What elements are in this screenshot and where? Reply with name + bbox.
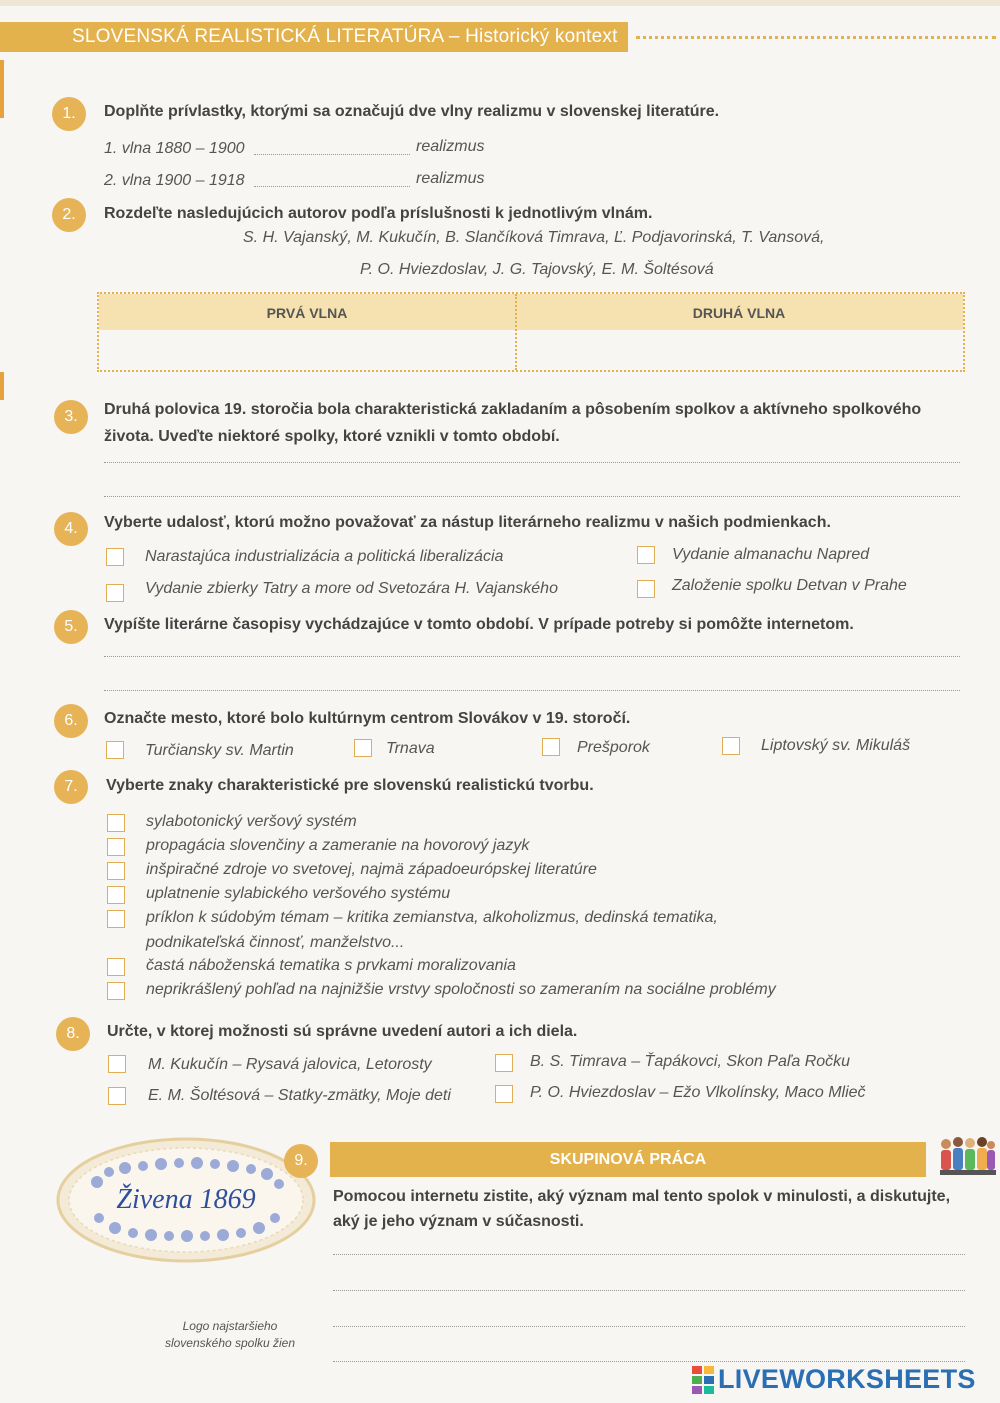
question-text: Vypíšte literárne časopisy vychádzajúce v tomto období. V prípade potreby si pomôžte internetom. [104,616,854,633]
option-label: Trnava [386,740,435,757]
option-checkbox[interactable] [495,1054,513,1072]
answer-line[interactable] [333,1326,965,1327]
question-text: Vyberte udalosť, ktorú možno považovať za nástup literárneho realizmu v našich podmienkach. [104,514,831,531]
option-label: Narastajúca industrializácia a politická liberalizácia [145,548,504,565]
option-label-continued: podnikateľská činnosť, manželstvo... [146,934,405,951]
option-label: Vydanie zbierky Tatry a more od Svetozára H. Vajanského [145,580,558,597]
question-number: 7. [54,770,88,804]
question-text: Označte mesto, ktoré bolo kultúrnym centrom Slovákov v 19. storočí. [104,710,631,727]
authors-list: P. O. Hviezdoslav, J. G. Tajovský, E. M. Šoltésová [360,261,714,278]
question-number: 6. [54,704,88,738]
option-checkbox[interactable] [107,910,125,928]
question-text: Druhá polovica 19. storočia bola charakteristická zakladaním a pôsobením spolkov a aktívneho spolkového [104,401,922,418]
option-checkbox[interactable] [637,580,655,598]
option-checkbox[interactable] [107,958,125,976]
option-checkbox[interactable] [106,584,124,602]
question-text: Určte, v ktorej možnosti sú správne uvedení autori a ich diela. [107,1023,578,1040]
option-label: P. O. Hviezdoslav – Ežo Vlkolínsky, Maco Mlieč [530,1084,866,1101]
answer-blank[interactable] [254,154,410,155]
logo-text: Živena 1869 [116,1184,256,1215]
edge-marker [0,60,4,118]
question-text: Pomocou internetu zistite, aký význam mal tento spolok v minulosti, a diskutujte, [333,1188,951,1205]
question-text: Vyberte znaky charakteristické pre slovenskú realistickú tvorbu. [106,777,594,794]
option-label: Prešporok [577,739,650,756]
option-label: Turčiansky sv. Martin [145,742,294,759]
wave-suffix: realizmus [416,170,485,187]
answer-line[interactable] [104,496,960,497]
answer-line[interactable] [333,1254,965,1255]
wave-suffix: realizmus [416,138,485,155]
question-number: 8. [56,1017,90,1051]
option-label: sylabotonický veršový systém [146,813,357,830]
option-label: častá náboženská tematika s prvkami moralizovania [146,957,516,974]
option-checkbox[interactable] [722,737,740,755]
option-label: neprikrášlený pohľad na najnižšie vrstvy spoločnosti so zameraním na sociálne problémy [146,981,776,998]
page-header: SLOVENSKÁ REALISTICKÁ LITERATÚRA – Historický kontext [0,22,628,52]
option-checkbox[interactable] [107,886,125,904]
question-number: 1. [52,97,86,131]
section-title: SKUPINOVÁ PRÁCA [549,1151,707,1168]
wave-label: 2. vlna 1900 – 1918 [104,172,245,189]
first-wave-cell[interactable] [100,330,512,368]
option-label: Liptovský sv. Mikuláš [761,737,911,754]
option-label: M. Kukučín – Rysavá jalovica, Letorosty [148,1056,432,1073]
question-text: aký je jeho význam v súčasnosti. [333,1213,584,1230]
answer-line[interactable] [104,462,960,463]
brand-name: LIVEWORKSHEETS [718,1364,976,1394]
option-checkbox[interactable] [637,546,655,564]
option-checkbox[interactable] [106,548,124,566]
option-checkbox[interactable] [542,738,560,756]
option-label: uplatnenie sylabického veršového systému [146,885,451,902]
question-number: 3. [54,400,88,434]
second-wave-cell[interactable] [516,330,962,368]
header-dotted-rule [636,36,996,39]
option-label: inšpiračné zdroje vo svetovej, najmä západoeurópskej literatúre [146,861,597,878]
option-label: Založenie spolku Detvan v Prahe [672,577,907,594]
edge-marker [0,372,4,400]
group-people-icon [938,1134,996,1178]
answer-line[interactable] [104,690,960,691]
question-number: 2. [52,198,86,232]
option-checkbox[interactable] [354,739,372,757]
top-strip [0,0,1000,6]
question-text: života. Uveďte niektoré spolky, ktoré vznikli v tomto období. [104,428,560,445]
question-text: Rozdeľte nasledujúcich autorov podľa príslušnosti k jednotlivým vlnám. [104,205,653,222]
option-label: príklon k súdobým témam – kritika zemianstva, alkoholizmus, dedinská tematika, [146,909,718,926]
answer-line[interactable] [333,1290,965,1291]
zivena-logo [55,1136,317,1264]
question-number: 9. [284,1144,318,1178]
wave-label: 1. vlna 1880 – 1900 [104,140,245,157]
question-number: 5. [54,610,88,644]
option-checkbox[interactable] [107,838,125,856]
option-label: propagácia slovenčiny a zameranie na hovorový jazyk [146,837,530,854]
logo-caption: Logo najstaršieho slovenského spolku žien [164,1319,296,1350]
column-header-first-wave: PRVÁ VLNA [266,305,348,321]
option-checkbox[interactable] [107,862,125,880]
answer-blank[interactable] [254,186,410,187]
option-checkbox[interactable] [108,1055,126,1073]
authors-list: S. H. Vajanský, M. Kukučín, B. Slančíková Timrava, Ľ. Podjavorinská, T. Vansová, [243,229,825,246]
option-checkbox[interactable] [106,741,124,759]
question-text: Doplňte prívlastky, ktorými sa označujú dve vlny realizmu v slovenskej literatúre. [104,103,720,120]
option-label: Vydanie almanachu Napred [672,546,870,563]
option-checkbox[interactable] [495,1085,513,1103]
option-label: E. M. Šoltésová – Statky-zmätky, Moje deti [148,1087,451,1104]
answer-line[interactable] [104,656,960,657]
option-checkbox[interactable] [107,814,125,832]
option-label: B. S. Timrava – Ťapákovci, Skon Paľa Ročku [530,1053,851,1070]
column-header-second-wave: DRUHÁ VLNA [692,305,786,321]
option-checkbox[interactable] [107,982,125,1000]
question-number: 4. [54,512,88,546]
option-checkbox[interactable] [108,1087,126,1105]
